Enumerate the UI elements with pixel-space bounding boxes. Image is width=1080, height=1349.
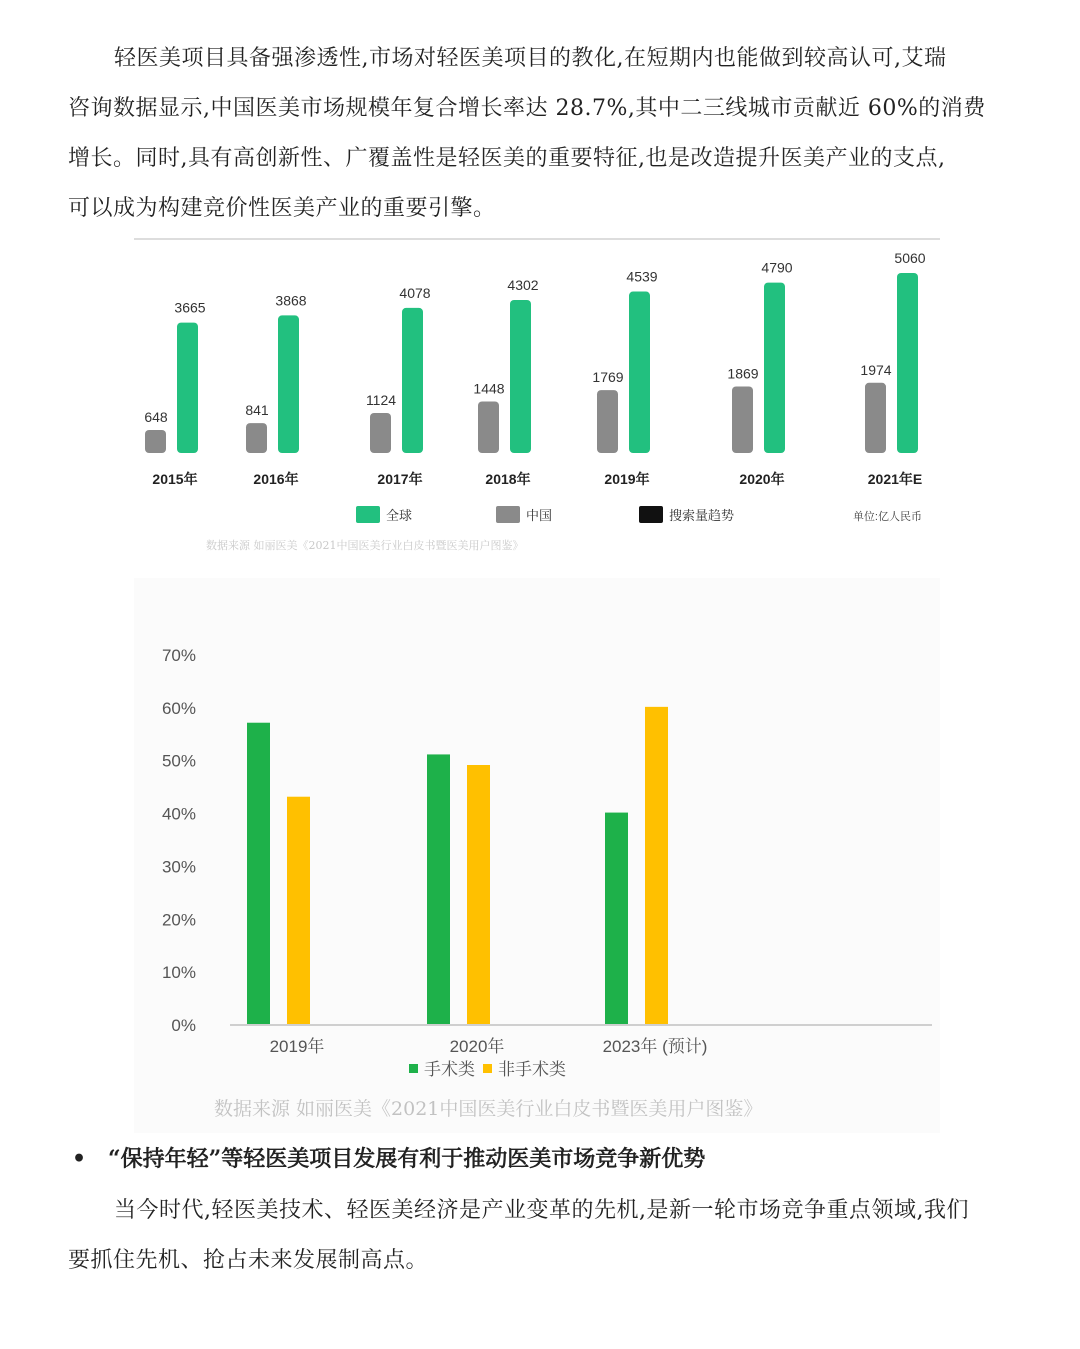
surgical-bar (605, 813, 628, 1024)
global-bar (177, 323, 198, 453)
paragraph-line: 要抓住先机、抢占未来发展制高点。 (68, 1248, 429, 1273)
global-value-label: 3665 (174, 299, 206, 316)
china-bar (597, 390, 618, 453)
china-bar (246, 423, 267, 453)
paragraph-line: 当今时代,轻医美技术、轻医美经济是产业变革的先机,是新一轮市场竞争重点领域,我们 (114, 1198, 969, 1223)
global-value-label: 4078 (399, 284, 431, 301)
global-value-label: 4790 (761, 259, 793, 276)
global-value-label: 3868 (275, 292, 307, 309)
chart2-source: 数据来源 如丽医美《2021中国医美行业白皮书暨医美用户图鉴》 (214, 1098, 763, 1120)
bullet-heading (72, 1142, 705, 1173)
china-value-label: 1448 (473, 380, 505, 397)
legend-label: 非手术类 (498, 1060, 566, 1079)
intro-paragraph (68, 34, 986, 234)
year-label: 2020年 (739, 471, 785, 487)
closing-paragraph (68, 1186, 968, 1286)
china-value-label: 1769 (592, 369, 624, 386)
bullet-heading-text: “保持年轻”等轻医美项目发展有利于推动医美市场竞争新优势 (108, 1146, 706, 1172)
china-value-label: 1869 (727, 365, 759, 382)
y-tick-label: 10% (161, 963, 196, 983)
legend-label: 中国 (526, 508, 553, 523)
x-category-label: 2019年 (269, 1037, 325, 1056)
non-surgical-bar (645, 707, 668, 1024)
global-bar (764, 283, 785, 453)
paragraph-line: 增长。同时,具有高创新性、广覆盖性是轻医美的重要特征,也是改造提升医美产业的支点, (68, 146, 946, 171)
share-chart (134, 578, 940, 1133)
global-bar (278, 315, 299, 453)
y-tick-label: 40% (161, 804, 196, 824)
unit-label: 单位:亿人民币 (852, 511, 922, 523)
china-bar (865, 383, 886, 453)
paragraph-line: 轻医美项目具备强渗透性,市场对轻医美项目的教化,在短期内也能做到较高认可,艾瑞 (114, 46, 947, 71)
global-value-label: 5060 (894, 250, 926, 266)
y-tick-label: 0% (171, 1016, 196, 1035)
surgical-bar (247, 723, 270, 1024)
global-bar (402, 308, 423, 453)
legend-swatch (496, 506, 520, 523)
china-bar (145, 430, 166, 453)
year-label: 2018年 (485, 471, 531, 487)
year-label: 2015年 (152, 471, 198, 487)
legend-label: 搜索量趋势 (669, 508, 735, 523)
legend-swatch (483, 1064, 492, 1073)
y-tick-label: 50% (161, 751, 196, 771)
legend-swatch (356, 506, 380, 523)
global-bar (897, 273, 918, 453)
non-surgical-bar (467, 765, 490, 1024)
year-label: 2016年 (253, 471, 299, 487)
paragraph-line: 可以成为构建竞价性医美产业的重要引擎。 (68, 196, 496, 221)
paragraph-line: 咨询数据显示,中国医美市场规模年复合增长率达 28.7%,其中二三线城市贡献近 60%的消费 (68, 96, 986, 121)
y-tick-label: 20% (161, 910, 196, 930)
china-bar (732, 387, 753, 453)
legend-label: 手术类 (424, 1060, 475, 1079)
china-value-label: 1124 (365, 392, 397, 409)
china-value-label: 1974 (860, 361, 892, 378)
legend-swatch (409, 1064, 418, 1073)
global-value-label: 4302 (507, 276, 539, 293)
chart1-source: 数据来源 如丽医美《2021中国医美行业白皮书暨医美用户图鉴》 (206, 539, 524, 552)
china-value-label: 841 (245, 402, 269, 419)
share-chart-svg (134, 578, 940, 1133)
bullet-symbol: • (72, 1146, 87, 1172)
market-size-chart-svg (134, 238, 940, 560)
global-bar (629, 292, 650, 453)
y-tick-label: 70% (161, 646, 196, 665)
non-surgical-bar (287, 797, 310, 1024)
x-category-label: 2023年 (预计) (602, 1037, 708, 1056)
china-bar (370, 413, 391, 453)
legend-swatch (639, 506, 663, 523)
chart-top-divider (134, 238, 940, 240)
global-bar (510, 300, 531, 453)
y-tick-label: 60% (161, 698, 196, 718)
year-label: 2021年E (867, 471, 923, 487)
legend-label: 全球 (386, 508, 413, 523)
market-size-chart (134, 238, 940, 560)
china-bar (478, 401, 499, 453)
year-label: 2019年 (604, 471, 650, 487)
y-tick-label: 30% (161, 857, 196, 877)
year-label: 2017年 (377, 471, 423, 487)
surgical-bar (427, 754, 450, 1024)
china-value-label: 648 (144, 408, 168, 425)
x-category-label: 2020年 (449, 1037, 505, 1056)
global-value-label: 4539 (626, 268, 658, 285)
